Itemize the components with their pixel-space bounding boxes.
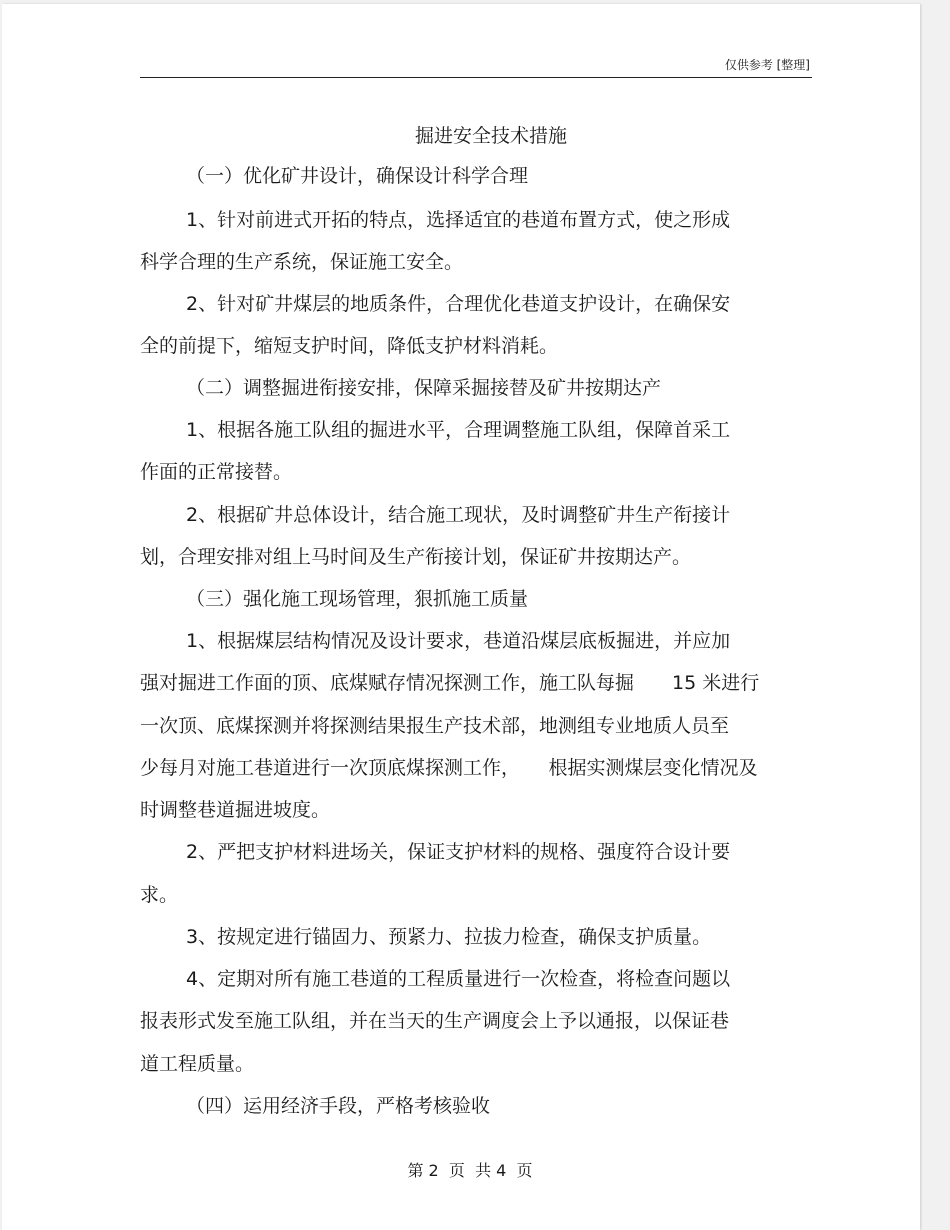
header-divider [140, 77, 812, 78]
paragraph-line: 2、针对矿井煤层的地质条件，合理优化巷道支护设计，在确保安 [186, 293, 731, 315]
paragraph-line: 划，合理安排对组上马时间及生产衔接计划，保证矿井按期达产。 [140, 546, 692, 568]
header-note: 仅供参考 [整理] [724, 58, 810, 72]
paragraph-line: 2、根据矿井总体设计，结合施工现状，及时调整矿井生产衔接计 [186, 504, 731, 526]
paragraph-line: 全的前提下，缩短支护时间，降低支护材料消耗。 [140, 335, 559, 357]
paragraph-line: 1、针对前进式开拓的特点，选择适宜的巷道布置方式，使之形成 [186, 209, 731, 231]
paragraph-line: 时调整巷道掘进坡度。 [140, 799, 331, 821]
paragraph-line: 求。 [140, 884, 179, 906]
section-heading-1: （一）优化矿井设计，确保设计科学合理 [186, 165, 529, 187]
page-number-footer: 第 2 页 共 4 页 [407, 1161, 533, 1180]
paragraph-line: 1、根据煤层结构情况及设计要求，巷道沿煤层底板掘进，并应加 [186, 630, 731, 652]
paragraph-line: 2、严把支护材料进场关，保证支护材料的规格、强度符合设计要 [186, 841, 731, 863]
document-title: 掘进安全技术措施 [414, 125, 567, 147]
paragraph-line: 道工程质量。 [140, 1053, 255, 1075]
paragraph-line: 作面的正常接替。 [140, 461, 293, 483]
paragraph-line: 4、定期对所有施工巷道的工程质量进行一次检查，将检查问题以 [186, 968, 731, 990]
document-page [2, 4, 920, 1230]
section-heading-3: （三）强化施工现场管理，狠抓施工质量 [186, 588, 529, 610]
paragraph-line: 科学合理的生产系统，保证施工安全。 [140, 251, 464, 273]
paragraph-line: 少每月对施工巷道进行一次顶底煤探测工作， 根据实测煤层变化情况及 [140, 757, 758, 779]
paragraph-line: 一次顶、底煤探测并将探测结果报生产技术部，地测组专业地质人员至 [140, 715, 730, 737]
section-heading-2: （二）调整掘进衔接安排，保障采掘接替及矿井按期达产 [186, 377, 662, 399]
section-heading-4: （四）运用经济手段，严格考核验收 [186, 1095, 491, 1117]
paragraph-line: 强对掘进工作面的顶、底煤赋存情况探测工作，施工队每掘 15 米进行 [140, 672, 760, 694]
paragraph-line: 1、根据各施工队组的掘进水平，合理调整施工队组，保障首采工 [186, 419, 731, 441]
paragraph-line: 报表形式发至施工队组，并在当天的生产调度会上予以通报，以保证巷 [140, 1010, 730, 1032]
paragraph-line: 3、按规定进行锚固力、预紧力、拉拔力检查，确保支护质量。 [186, 926, 712, 948]
